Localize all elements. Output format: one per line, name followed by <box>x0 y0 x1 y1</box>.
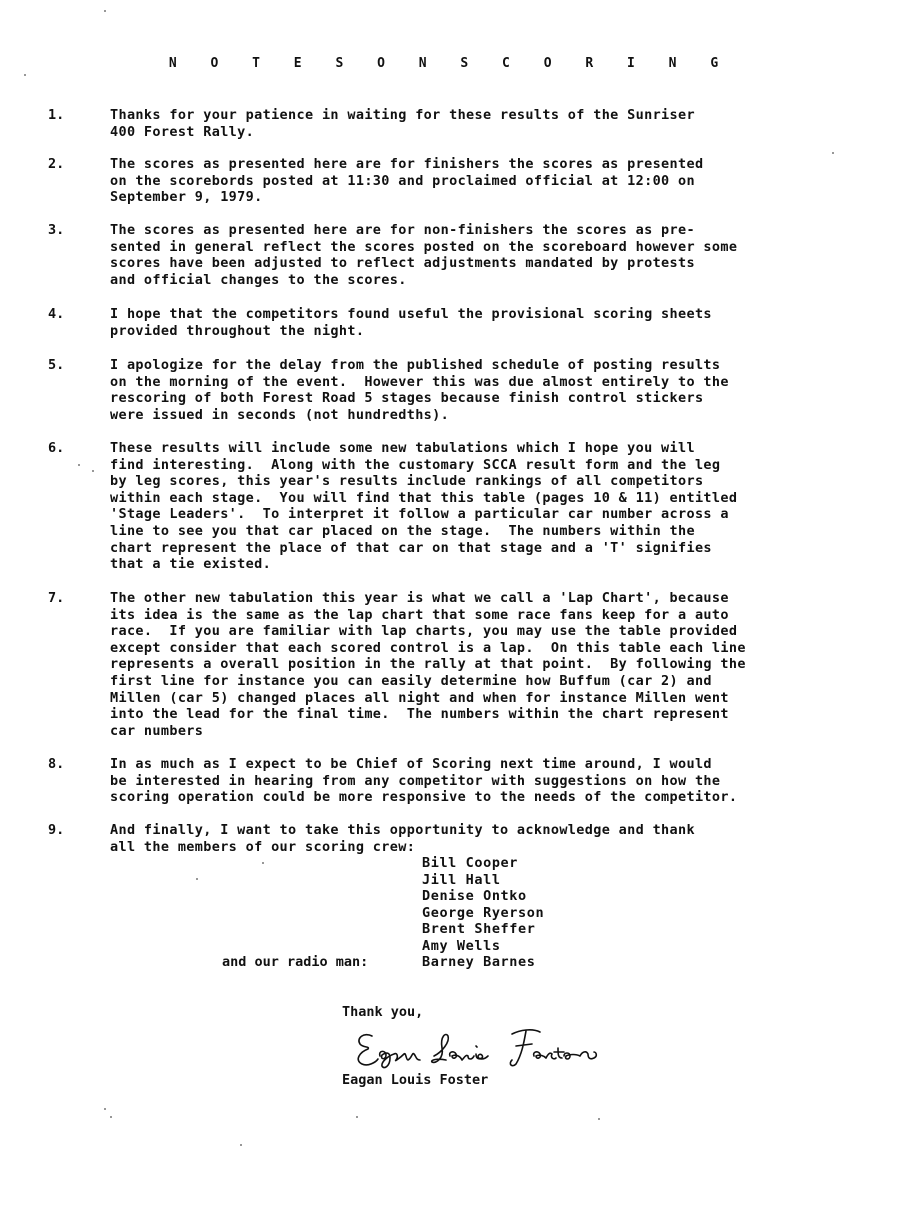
crew-list <box>422 855 544 955</box>
crew-member: Bill Cooper <box>422 855 519 871</box>
radio-man: Barney Barnes <box>422 954 536 970</box>
note-number: 4. <box>48 306 65 322</box>
note-line: chart represent the place of that car on that stage and a 'T' signifies <box>110 539 712 556</box>
scan-speck <box>104 10 106 12</box>
scan-speck <box>104 1108 106 1110</box>
note-line: except consider that each scored control is a lap. On this table each line <box>110 639 746 656</box>
note-line: The scores as presented here are for non-finishers the scores as pre- <box>110 222 695 238</box>
note-text <box>110 756 880 806</box>
radio-label: and our radio man: <box>222 954 369 970</box>
note-line: The other new tabulation this year is what we call a 'Lap Chart', because <box>110 590 729 606</box>
note-line: provided throughout the night. <box>110 322 365 339</box>
note-line: scores have been adjusted to reflect adjustments mandated by protests <box>110 255 695 272</box>
scan-speck <box>110 1116 112 1118</box>
note-text <box>110 822 880 855</box>
note-line: and official changes to the scores. <box>110 271 407 288</box>
scan-speck <box>240 1144 242 1146</box>
note-number: 8. <box>48 756 65 772</box>
note-number: 3. <box>48 222 65 238</box>
note-line: its idea is the same as the lap chart that some race fans keep for a auto <box>110 606 729 623</box>
note-line: first line for instance you can easily determine how Buffum (car 2) and <box>110 672 712 689</box>
note-line: I hope that the competitors found useful the provisional scoring sheets <box>110 306 712 322</box>
signer-name: Eagan Louis Foster <box>342 1072 489 1088</box>
note-number: 2. <box>48 156 65 172</box>
note-text <box>110 222 880 288</box>
crew-member: Brent Sheffer <box>422 921 536 938</box>
note-line: on the scorebords posted at 11:30 and proclaimed official at 12:00 on <box>110 172 695 189</box>
note-line: line to see you that car placed on the stage. The numbers within the <box>110 522 695 539</box>
note-number: 7. <box>48 590 65 606</box>
note-line: In as much as I expect to be Chief of Scoring next time around, I would <box>110 756 712 772</box>
note-line: scoring operation could be more responsive to the needs of the competitor. <box>110 789 738 806</box>
note-number: 5. <box>48 357 65 373</box>
note-line: all the members of our scoring crew: <box>110 838 416 855</box>
note-line: be interested in hearing from any competitor with suggestions on how the <box>110 772 721 789</box>
note-number: 1. <box>48 107 65 123</box>
note-line: September 9, 1979. <box>110 189 263 206</box>
note-line: Thanks for your patience in waiting for these results of the Sunriser <box>110 107 695 123</box>
scan-speck <box>598 1118 600 1120</box>
note-line: These results will include some new tabulations which I hope you will <box>110 440 695 456</box>
note-line: And finally, I want to take this opportunity to acknowledge and thank <box>110 822 695 838</box>
scan-speck <box>356 1116 358 1118</box>
scan-speck <box>832 152 834 154</box>
note-line: car numbers <box>110 722 204 739</box>
note-number: 6. <box>48 440 65 456</box>
crew-member: Denise Ontko <box>422 888 527 905</box>
note-line: find interesting. Along with the customary SCCA result form and the leg <box>110 456 721 473</box>
note-line: 'Stage Leaders'. To interpret it follow a particular car number across a <box>110 506 729 523</box>
note-line: represents a overall position in the rally at that point. By following the <box>110 656 746 673</box>
note-line: sented in general reflect the scores posted on the scoreboard however some <box>110 238 738 255</box>
scan-speck <box>92 470 94 472</box>
crew-member: Jill Hall <box>422 871 501 888</box>
note-text <box>110 357 880 423</box>
scan-speck <box>196 878 198 880</box>
note-line: rescoring of both Forest Road 5 stages because finish control stickers <box>110 390 704 407</box>
note-line: Millen (car 5) changed places all night and when for instance Millen went <box>110 689 729 706</box>
signature <box>350 1022 610 1072</box>
crew-member: Amy Wells <box>422 937 501 954</box>
note-line: within each stage. You will find that this table (pages 10 & 11) entitled <box>110 489 738 506</box>
note-line: I apologize for the delay from the published schedule of posting results <box>110 357 721 373</box>
closing-text: Thank you, <box>342 1004 424 1020</box>
note-text <box>110 590 880 739</box>
crew-member: George Ryerson <box>422 904 545 921</box>
note-text <box>110 107 880 140</box>
note-line: race. If you are familiar with lap charts, you may use the table provided <box>110 623 738 640</box>
scan-speck <box>262 862 264 864</box>
note-text <box>110 306 880 339</box>
note-line: 400 Forest Rally. <box>110 123 255 140</box>
page-title: N O T E S O N S C O R I N G <box>168 56 732 71</box>
note-number: 9. <box>48 822 65 838</box>
note-line: by leg scores, this year's results include rankings of all competitors <box>110 473 704 490</box>
note-line: The scores as presented here are for finishers the scores as presented <box>110 156 704 172</box>
note-line: into the lead for the final time. The numbers within the chart represent <box>110 706 729 723</box>
note-text <box>110 440 880 573</box>
note-line: were issued in seconds (not hundredths). <box>110 406 450 423</box>
scan-speck <box>78 464 80 466</box>
note-text <box>110 156 880 206</box>
scan-speck <box>24 74 26 76</box>
note-line: that a tie existed. <box>110 556 272 573</box>
note-line: on the morning of the event. However this was due almost entirely to the <box>110 373 729 390</box>
